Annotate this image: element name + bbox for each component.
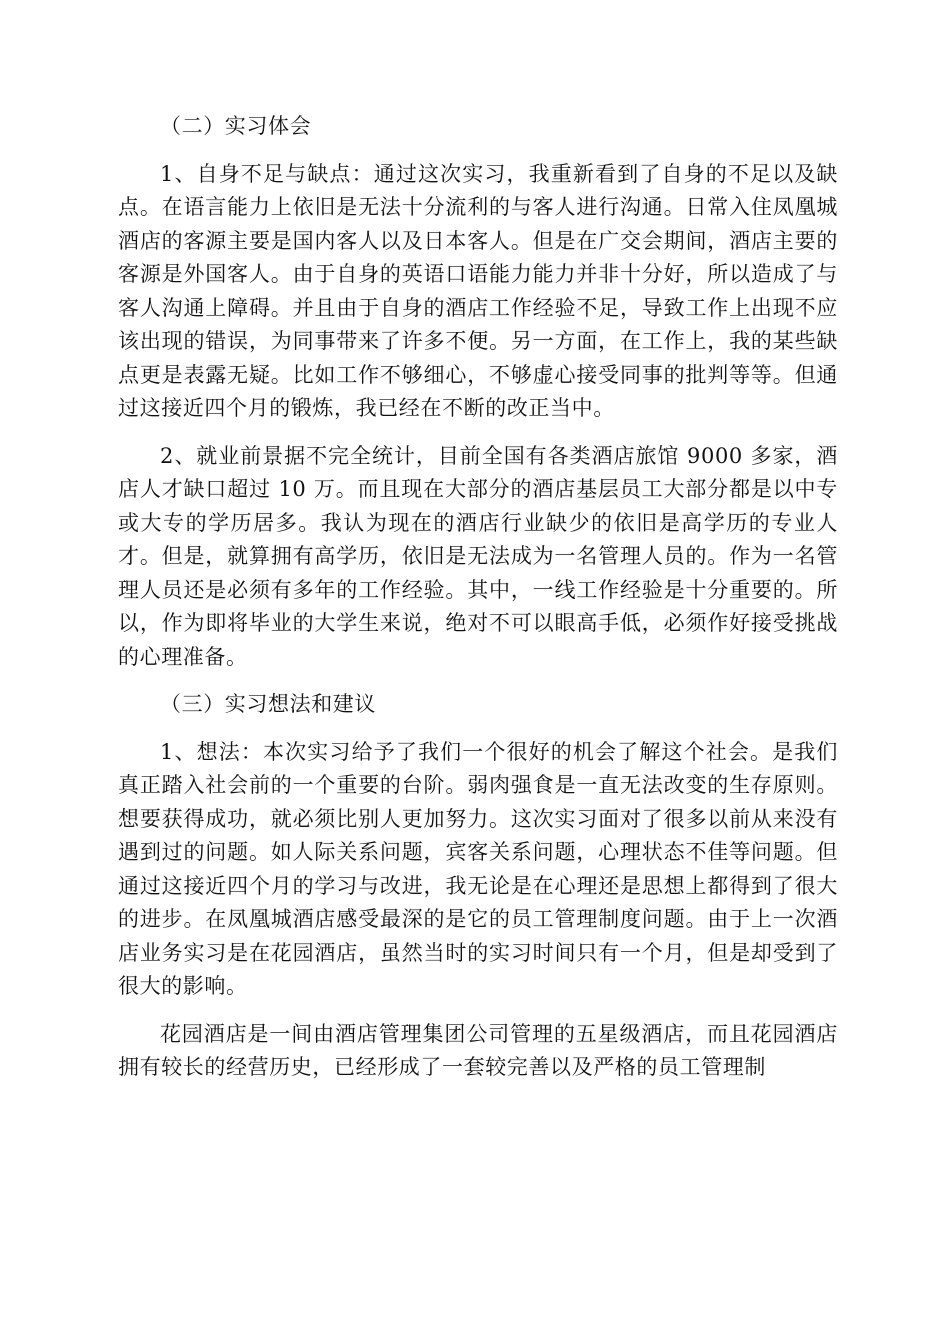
section-heading-2: （二）实习体会 <box>160 114 312 138</box>
section-heading-3: （三）实习想法和建议 <box>160 692 376 716</box>
paragraph-shortcomings: 1、自身不足与缺点：通过这次实习，我重新看到了自身的不足以及缺点。在语言能力上依旧是无法十分流利的与客人进行沟通。日常入住凤凰城酒店的客源主要是国内客人以及日本客人。但是在广交会期间，酒店主要的客源是外国客人。由于自身的英语口语能力能力并非十分好，所以造成了与客人沟通上障碍。并且由于自身的酒店工作经验不足，导致工作上出现不应该出现的错误，为同事带来了许多不便。另一方面，在工作上，我的某些缺点更是表露无疑。比如工作不够细心，不够虚心接受同事的批判等等。但通过这接近四个月的锻炼，我已经在不断的改正当中。 <box>118 161 838 420</box>
paragraph-thoughts: 1、想法：本次实习给予了我们一个很好的机会了解这个社会。是我们真正踏入社会前的一个重要的台阶。弱肉强食是一直无法改变的生存原则。想要获得成功，就必须比别人更加努力。这次实习面对了很多以前从来没有遇到过的问题。如人际关系问题，宾客关系问题，心理状态不佳等问题。但通过这接近四个月的学习与改进，我无论是在心理还是思想上都得到了很大的进步。在凤凰城酒店感受最深的是它的员工管理制度问题。由于上一次酒店业务实习是在花园酒店，虽然当时的实习时间只有一个月，但是却受到了很大的影响。 <box>118 739 838 998</box>
paragraph-garden-hotel: 花园酒店是一间由酒店管理集团公司管理的五星级酒店，而且花园酒店拥有较长的经营历史，已经形成了一套较完善以及严格的员工管理制 <box>118 1021 838 1079</box>
document-page <box>118 110 838 1099</box>
paragraph-employment-prospects: 2、就业前景据不完全统计，目前全国有各类酒店旅馆 9000 多家，酒店人才缺口超过 10 万。而且现在大部分的酒店基层员工大部分都是以中专或大专的学历居多。我认为现在的酒店行业缺少的依旧是高学历的专业人才。但是，就算拥有高学历，依旧是无法成为一名管理人员的。作为一名管理人员还是必须有多年的工作经验。其中，一线工作经验是十分重要的。所以，作为即将毕业的大学生来说，绝对不可以眼高手低，必须作好接受挑战的心理准备。 <box>118 443 838 669</box>
